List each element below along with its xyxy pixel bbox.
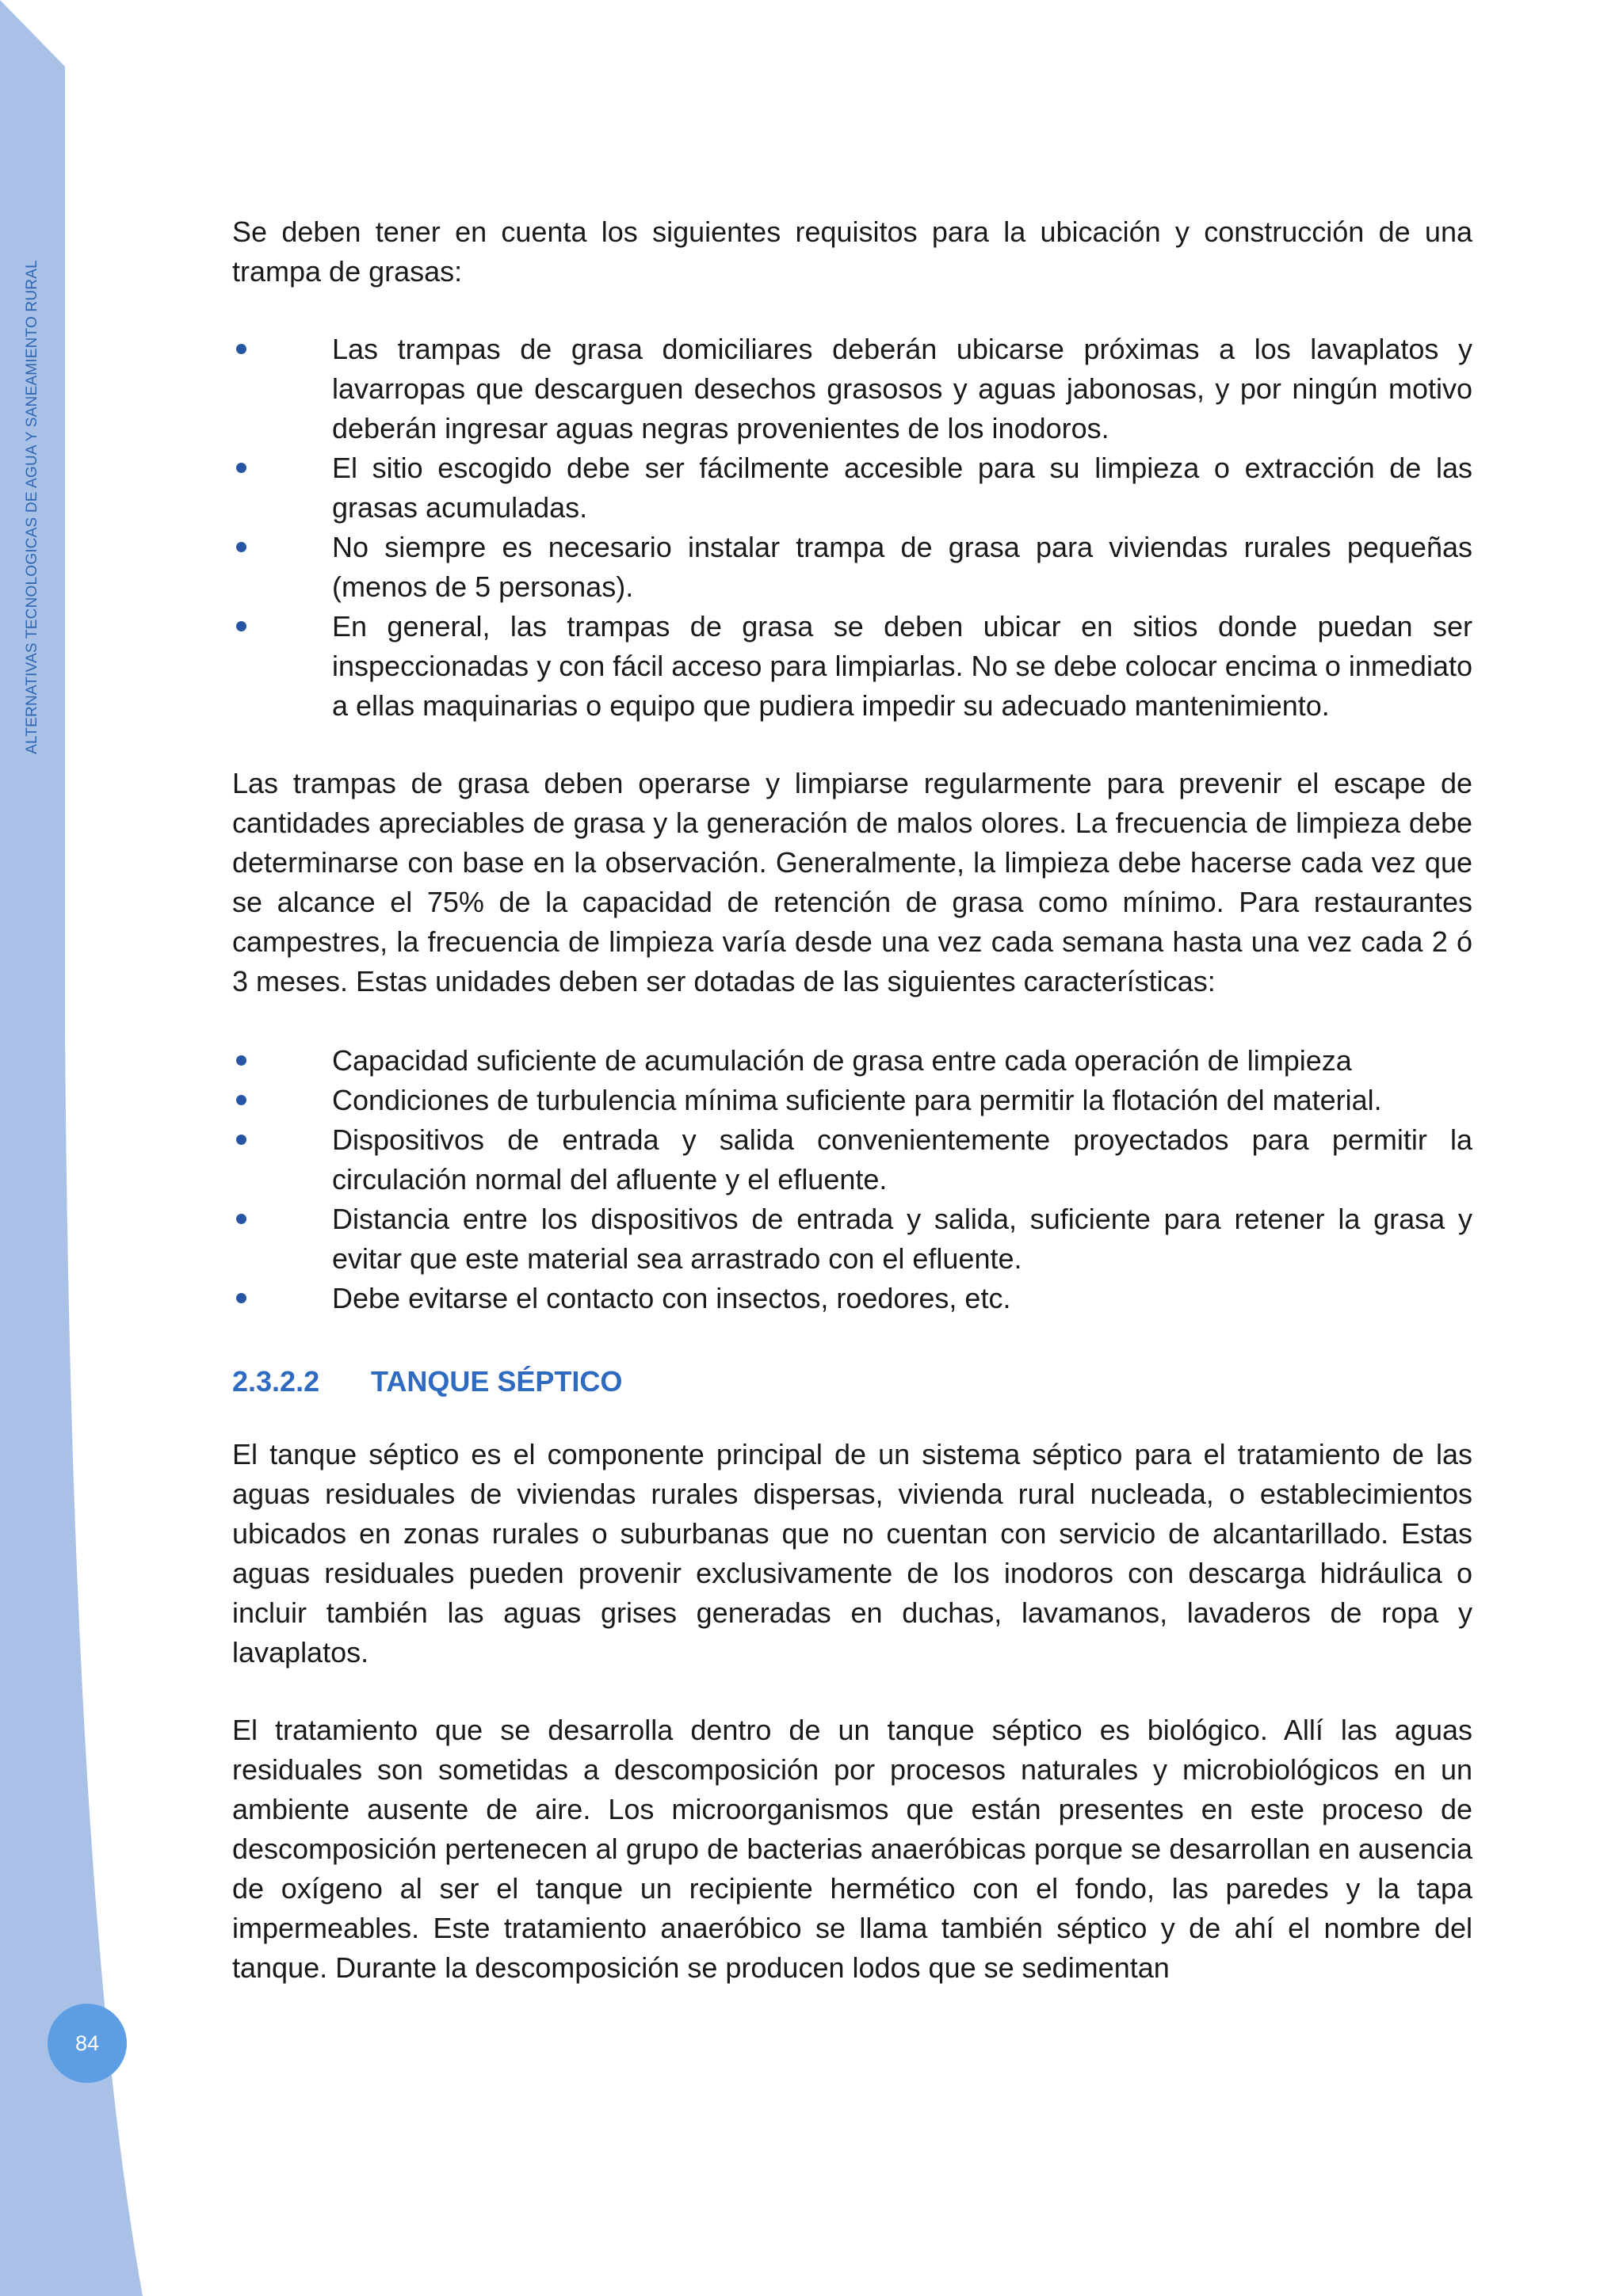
list-item-text: Distancia entre los dispositivos de entrada y salida, suficiente para retener la grasa y evitar que este material sea arrastrado con el efluente. bbox=[332, 1203, 1472, 1275]
page-content bbox=[232, 212, 1472, 1988]
bullet-icon bbox=[236, 1214, 246, 1224]
running-title: ALTERNATIVAS TECNOLOGICAS DE AGUA Y SANEAMIENTO RURAL bbox=[24, 260, 40, 754]
intro-paragraph: Se deben tener en cuenta los siguientes requisitos para la ubicación y construcción de una trampa de grasas: bbox=[232, 215, 1472, 288]
list-item-text: El sitio escogido debe ser fácilmente accesible para su limpieza o extracción de las grasas acumuladas. bbox=[332, 452, 1472, 524]
section-title: TANQUE SÉPTICO bbox=[371, 1365, 623, 1398]
list-item-text: Debe evitarse el contacto con insectos, roedores, etc. bbox=[332, 1282, 1011, 1314]
sidebar-band bbox=[0, 0, 143, 2296]
septic-paragraph-2: El tratamiento que se desarrolla dentro de un tanque séptico es biológico. Allí las aguas residuales son sometidas a descomposición por procesos naturales y microbiológicos en un ambiente ausente de aire. Los microorganismos que están presentes en este proceso de descomposición pertenecen al grupo de bacterias anaeróbicas porque se desarrollan en ausencia de oxígeno al ser el tanque un recipiente hermético con el fondo, las paredes y la tapa impermeables. Este tratamiento anaeróbico se llama también séptico y de ahí el nombre del tanque. Durante la descomposición se producen lodos que se sedimentan bbox=[232, 1714, 1472, 1984]
list-item bbox=[232, 1081, 1472, 1120]
list-item-text: No siempre es necesario instalar trampa de grasa para viviendas rurales pequeñas (menos de 5 personas). bbox=[332, 531, 1472, 603]
list-item bbox=[232, 1041, 1472, 1081]
list-item bbox=[232, 1199, 1472, 1279]
bullet-icon bbox=[236, 621, 246, 631]
bullet-icon bbox=[236, 1055, 246, 1066]
location-requirements-list bbox=[232, 330, 1472, 726]
list-item bbox=[232, 607, 1472, 726]
section-heading bbox=[232, 1362, 1472, 1402]
section-number: 2.3.2.2 bbox=[232, 1365, 320, 1398]
list-item-text: Dispositivos de entrada y salida convenientemente proyectados para permitir la circulación normal del afluente y el efluente. bbox=[332, 1123, 1472, 1196]
bullet-icon bbox=[236, 463, 246, 473]
list-item bbox=[232, 330, 1472, 448]
characteristics-list bbox=[232, 1041, 1472, 1318]
bullet-icon bbox=[236, 1095, 246, 1105]
bullet-icon bbox=[236, 1135, 246, 1145]
list-item-text: Capacidad suficiente de acumulación de grasa entre cada operación de limpieza bbox=[332, 1044, 1352, 1077]
list-item-text: Las trampas de grasa domiciliares deberán ubicarse próximas a los lavaplatos y lavarropas que descarguen desechos grasosos y aguas jabonosas, y por ningún motivo deberán ingresar aguas negras provenientes de los inodoros. bbox=[332, 333, 1472, 444]
list-item bbox=[232, 1279, 1472, 1318]
operation-paragraph: Las trampas de grasa deben operarse y limpiarse regularmente para prevenir el escape de cantidades apreciables de grasa y la generación de malos olores. La frecuencia de limpieza debe determinarse con base en la observación. Generalmente, la limpieza debe hacerse cada vez que se alcance el 75% de la capacidad de retención de grasa como mínimo. Para restaurantes campestres, la frecuencia de limpieza varía desde una vez cada semana hasta una vez cada 2 ó 3 meses. Estas unidades deben ser dotadas de las siguientes características: bbox=[232, 767, 1472, 997]
bullet-icon bbox=[236, 542, 246, 552]
page-number: 84 bbox=[48, 2004, 127, 2083]
septic-paragraph-1: El tanque séptico es el componente principal de un sistema séptico para el tratamiento de las aguas residuales de viviendas rurales dispersas, vivienda rural nucleada, o establecimientos ubicados en zonas rurales o suburbanas que no cuentan con servicio de alcantarillado. Estas aguas residuales pueden provenir exclusivamente de los inodoros con descarga hidráulica o incluir también las aguas grises generadas en duchas, lavamanos, lavaderos de ropa y lavaplatos. bbox=[232, 1438, 1472, 1669]
list-item bbox=[232, 528, 1472, 607]
list-item-text: Condiciones de turbulencia mínima suficiente para permitir la flotación del material. bbox=[332, 1084, 1382, 1116]
bullet-icon bbox=[236, 344, 246, 354]
list-item-text: En general, las trampas de grasa se deben ubicar en sitios donde puedan ser inspeccionadas y con fácil acceso para limpiarlas. No se debe colocar encima o inmediato a ellas maquinarias o equipo que pudiera impedir su adecuado mantenimiento. bbox=[332, 610, 1472, 722]
bullet-icon bbox=[236, 1293, 246, 1303]
list-item bbox=[232, 448, 1472, 528]
list-item bbox=[232, 1120, 1472, 1199]
